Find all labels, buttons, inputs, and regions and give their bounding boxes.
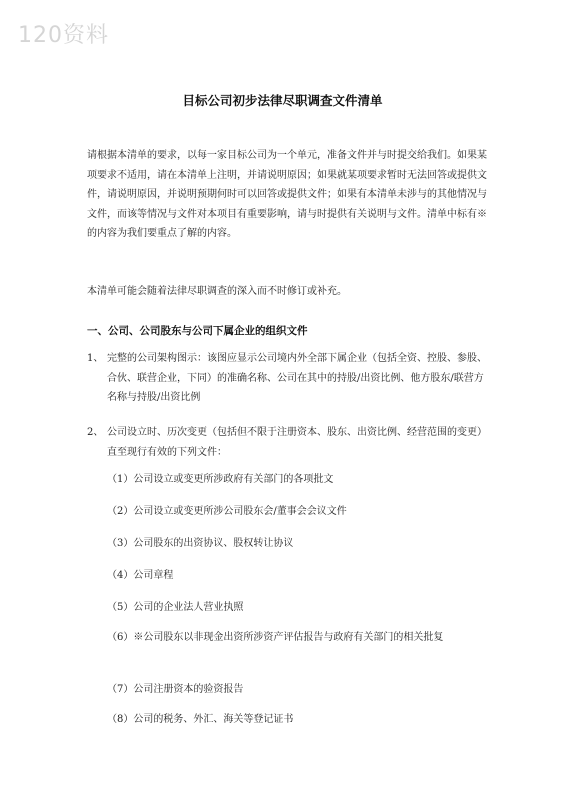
list-item-number: 2、	[87, 427, 104, 438]
list-item-number: 1、	[87, 353, 104, 364]
intro-paragraph: 请根据本清单的要求，以每一家目标公司为一个单元，准备文件并与时提交给我们。如果某项要求不适用，请在本清单上注明，并请说明原因；如果就某项要求暂时无法回答或提供文件，请说明原因，并说明预期何时可以回答或提供文件；如果有本清单未涉与的其他情况与文件，而该等情况与文件对本项目有重要影响，请与时提供有关说明与文件。清单中标有※的内容为我们要重点了解的内容。	[87, 150, 487, 239]
list-item	[87, 349, 487, 408]
sub-list-item: （7）公司注册资本的验资报告	[107, 684, 244, 695]
revision-note: 本清单可能会随着法律尽职调查的深入而不时修订或补充。	[87, 286, 347, 297]
sub-list-item: （1）公司设立或变更所涉政府有关部门的各项批文	[107, 474, 334, 485]
sub-list-item: （4）公司章程	[107, 570, 174, 581]
document-title: 目标公司初步法律尽职调查文件清单	[182, 93, 383, 108]
list-item	[87, 423, 487, 462]
sub-list-item: （2）公司设立或变更所涉公司股东会/董事会会议文件	[107, 506, 347, 517]
list-item-text: 完整的公司架构图示：该图应显示公司境内外全部下属企业（包括全资、控股、参股、合伙、联营企业，下同）的准确名称、公司在其中的持股/出资比例、他方股东/联营方名称与持股/出资比例	[107, 353, 487, 403]
list-item-text: 公司设立时、历次变更（包括但不限于注册资本、股东、出资比例、经营范围的变更）直至现行有效的下列文件：	[107, 427, 487, 458]
sub-list-item: （8）公司的税务、外汇、海关等登记证书	[107, 714, 294, 725]
section-heading: 一、公司、公司股东与公司下属企业的组织文件	[87, 325, 308, 337]
watermark-logo: 120资料	[18, 23, 109, 48]
sub-list-item: （6）※公司股东以非现金出资所涉资产评估报告与政府有关部门的相关批复	[107, 632, 444, 643]
sub-list-item: （5）公司的企业法人营业执照	[107, 602, 244, 613]
sub-list-item: （3）公司股东的出资协议、股权转让协议	[107, 538, 294, 549]
